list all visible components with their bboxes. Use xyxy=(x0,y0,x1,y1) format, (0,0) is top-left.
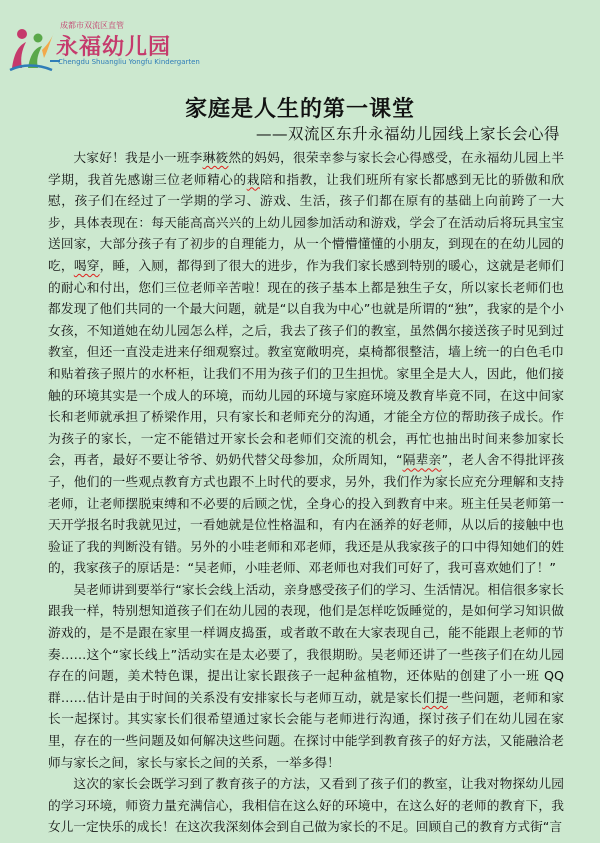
document-subtitle: ——双流区东升永福幼儿园线上家长会心得 xyxy=(255,125,560,143)
paragraph-text: 这次的家长会既学习到了教育孩子的方法，又看到了孩子们的教室，让我对物探幼儿园的学习环境，师资力量充满信心，我相信在这么好的环境中，在这么好的老师的教育下，我女儿一定快乐的成长！在这次我深刻体会到自己做为家长的不足。回顾自己的教育方式街“言 xyxy=(48,776,564,835)
logo-pinyin: Chengdu Shuangliu Yongfu Kindergarten xyxy=(58,58,200,66)
spellcheck-underlined-text: 琳筱 xyxy=(202,150,229,165)
paragraph-text: ，睡，入厕，都得到了很大的进步，作为我们家长感到特别的暖心，这就是老师们的耐心和付出，您们三位老师辛苦啦！现在的孩子基本上都是独生子女，所以家长老师们也都发现了他们共同的一个最大问题，就是“以自我为中心”也就是所谓的“独”，我家的是个小女孩，不知道她在幼儿园怎么样，之后，我去了孩子们的教室，虽然偶尔接送孩子时见到过教室，但还一直没走进来仔细观察过。教室宽敞明亮，桌椅都很整洁，墙上统一的白色毛巾和贴着孩子照片的水杯柜，让我们不用为孩子们的卫生担忧。家里全是大人，因此，他们接触的环境其实是一个成人的环境，而幼儿园的环境与家庭环境及教育毕竟不同，在这中间家长和老师就承担了桥梁作用，只有家长和老师充分的沟通，才能全方位的帮助孩子成长。作为孩子的家长，一定不能错过开家长会和老师们交流的机会，再忙也抽出时间来参加家长会，再者，最好不要让爷爷、奶奶代替父母参加，众所周知，“ xyxy=(48,257,565,468)
body-paragraph xyxy=(48,773,564,838)
spellcheck-underlined-text: 们提 xyxy=(422,689,449,705)
paragraph-text: 陪和指教，让我们班所有家长都感到无比的骄傲和欣慰，孩子们在经过了一学期的学习、游戏、生活，孩子们都在原有的基础上向前跨了一大步，具体表现在：每天能高高兴兴的上幼儿园参加活动和游戏，学会了在活动后将玩具宝宝送回家，大部分孩子有了初步的自理能力，从一个懵懵懂懂的小朋友，到现在的在幼儿园的吃， xyxy=(48,171,565,273)
body-paragraph xyxy=(48,579,564,773)
kindergarten-logo xyxy=(8,20,200,76)
body-paragraph xyxy=(48,147,564,579)
logo-emblem-icon xyxy=(8,24,56,74)
spellcheck-underlined-text: 隔辈亲 xyxy=(402,452,442,468)
paragraph-text: 吴老师讲到要举行“家长会线上活动，亲身感受孩子们的学习、生活情况。相信很多家长跟我一样，特别想知道孩子们在幼儿园的表现，他们是怎样吃饭睡觉的，是如何学习知识做游戏的，是不是跟在家里一样调皮捣蛋，或者敢不敢在大家表现自己，能不能跟上老师的节奏……这个“家长线上”活动实在是太必要了，我很期盼。吴老师还讲了一些孩子们在幼儿园存在的问题，美术特色课，提出让家长跟孩子一起种盆植物，还体贴的创建了小一班 QQ 群……估计是由于时间的关系没有安排家长与老师互动，就是家长 xyxy=(48,581,564,705)
paragraph-text: ”，老人舍不得批评孩子，他们的一些观点教育方式也跟不上时代的要求，另外，我们作为家长应充分理解和支持老师，让老师摆脱束缚和不必要的后顾之忧，全身心的投入到教育中来。班主任吴老师第一天开学报名时我就见过，一看她就是位性格温和，有内在涵养的好老师，从以后的接触中也验证了我的判断没有错。另外的小哇老师和邓老师，我还是从我家孩子的口中得知她们的姓的，我家孩子的原话是：“吴老师，小哇老师、邓老师也对我们可好了，我可喜欢她们了！” xyxy=(48,452,565,576)
logo-name: 永福幼儿园 xyxy=(56,35,172,60)
paragraph-text: 一些问题，老师和家长一起探讨。其实家长们很希望通过家长会能与老师进行沟通，探讨孩子们在幼儿园在家里，存在的一些问题及如何解决这些问题。在探讨中能学到教育孩子的好方法，又能融洽老师与家长之间，家长与家长之间的关系，一举多得！ xyxy=(48,689,565,770)
document-title: 家庭是人生的第一课堂 xyxy=(184,96,415,122)
logo-small-text: 成都市双流区直管 xyxy=(60,21,124,30)
spellcheck-underlined-text: 栽 xyxy=(246,171,260,187)
paragraph-text: 大家好！我是小一班李 xyxy=(73,150,203,165)
spellcheck-underlined-text: 喝穿 xyxy=(73,257,100,273)
document-body xyxy=(48,147,564,838)
paragraph-text: 然的妈妈，很荣幸参与家长会心得感受，在永福幼儿园上半学期，我首先感谢三位老师精心的 xyxy=(48,150,565,187)
